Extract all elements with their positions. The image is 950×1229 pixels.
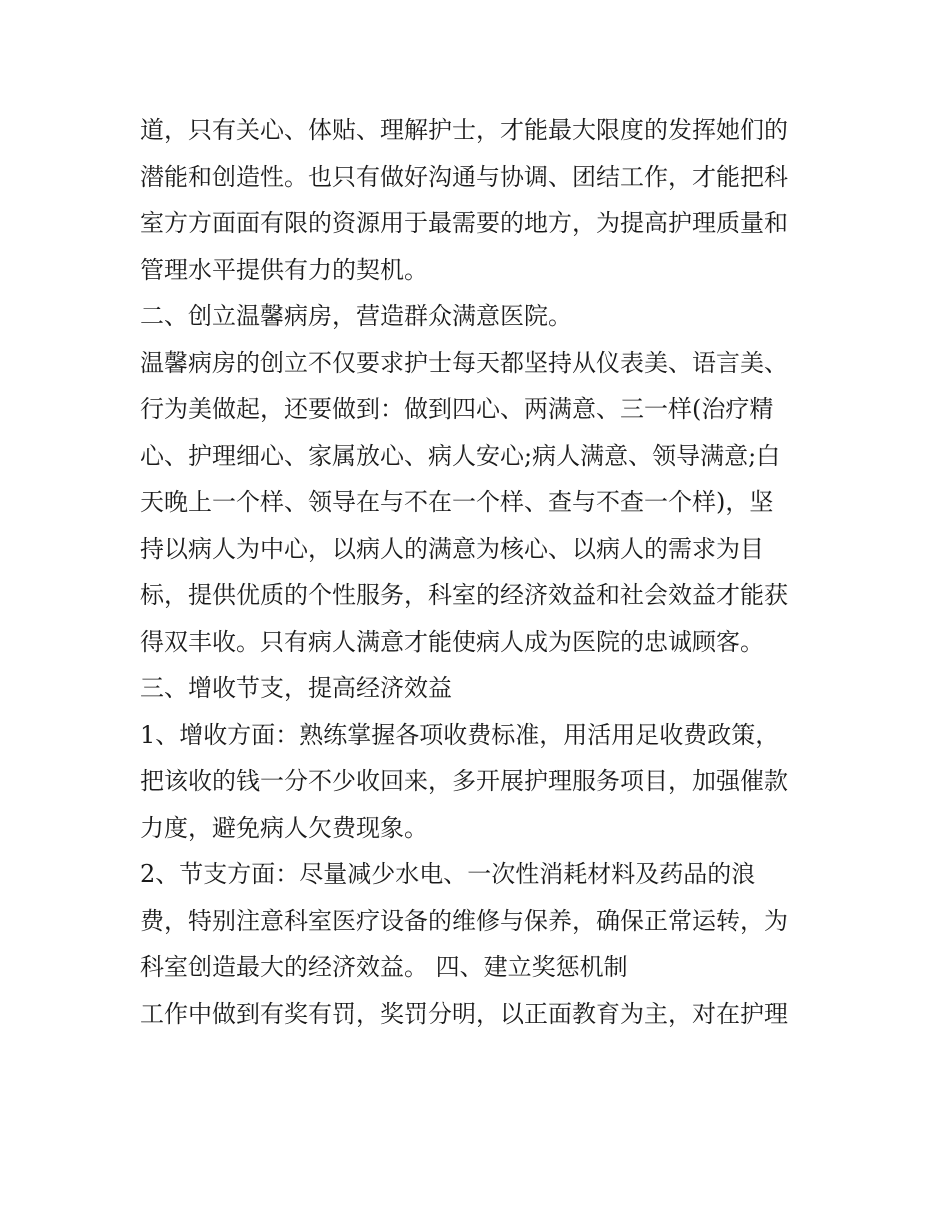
text-line: 得双丰收。只有病人满意才能使病人成为医院的忠诚顾客。 bbox=[140, 627, 764, 656]
text-line: 管理水平提供有力的契机。 bbox=[140, 255, 428, 284]
text-line: 心、护理细心、家属放心、病人安心;病人满意、领导满意;白 bbox=[140, 441, 781, 470]
text-line: 行为美做起，还要做到：做到四心、两满意、三一样(治疗精 bbox=[140, 395, 774, 423]
text-line: 天晚上一个样、领导在与不在一个样、查与不查一个样)，坚 bbox=[140, 488, 774, 516]
text-line: 工作中做到有奖有罚，奖罚分明，以正面教育为主，对在护理 bbox=[140, 999, 788, 1028]
text-line: 道，只有关心、体贴、理解护士，才能最大限度的发挥她们的 bbox=[140, 116, 788, 144]
text-line: 持以病人为中心，以病人的满意为核心、以病人的需求为目 bbox=[140, 534, 764, 563]
text-line: 2、节支方面：尽量减少水电、一次性消耗材料及药品的浪 bbox=[140, 860, 756, 888]
text-line: 温馨病房的创立不仅要求护士每天都坚持从仪表美、语言美、 bbox=[140, 348, 788, 377]
text-line: 标，提供优质的个性服务，科室的经济效益和社会效益才能获 bbox=[140, 581, 788, 609]
text-line: 科室创造最大的经济效益。 四、建立奖惩机制 bbox=[140, 953, 628, 981]
text-line: 把该收的钱一分不少收回来，多开展护理服务项目，加强催款 bbox=[140, 767, 788, 795]
text-line: 室方方面面有限的资源用于最需要的地方，为提高护理质量和 bbox=[140, 209, 788, 237]
text-line: 力度，避免病人欠费现象。 bbox=[140, 813, 428, 842]
text-line: 费，特别注意科室医疗设备的维修与保养，确保正常运转，为 bbox=[140, 906, 788, 935]
text-line: 潜能和创造性。也只有做好沟通与协调、团结工作，才能把科 bbox=[140, 162, 788, 191]
document-body bbox=[140, 107, 820, 1037]
text-line: 1、增收方面：熟练掌握各项收费标准，用活用足收费政策， bbox=[140, 720, 780, 749]
section-heading: 三、增收节支，提高经济效益 bbox=[140, 674, 452, 702]
section-heading: 二、创立温馨病房，营造群众满意医院。 bbox=[140, 302, 572, 330]
